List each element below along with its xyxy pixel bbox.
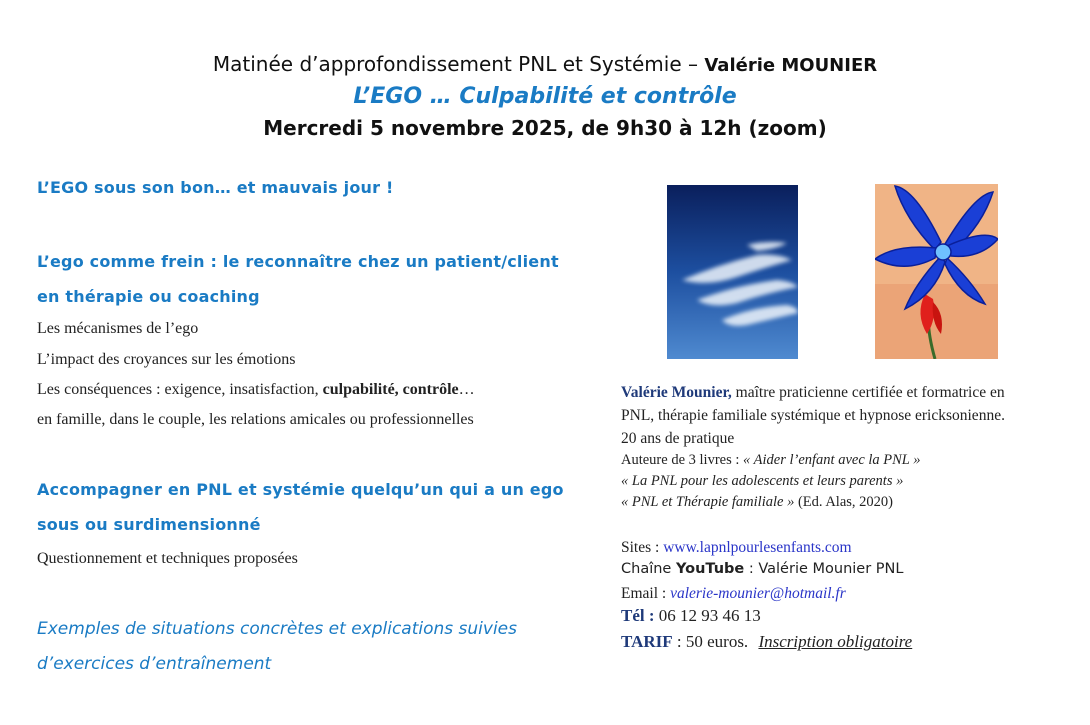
- tel-line: [621, 606, 761, 626]
- bio-line1: [621, 382, 1081, 404]
- tarif-value: : 50 euros.: [676, 632, 749, 651]
- section1-heading: L’EGO sous son bon… et mauvais jour !: [37, 178, 394, 197]
- email-line: [621, 583, 846, 605]
- section3-item: Questionnement et techniques proposées: [37, 550, 298, 567]
- item3-prefix: Les conséquences : exigence, insatisfaction,: [37, 381, 319, 398]
- section2-item-1: Les mécanismes de l’ego: [37, 320, 199, 337]
- books-line1: [621, 452, 921, 469]
- sites-line: [621, 537, 852, 559]
- youtube-bold: YouTube: [675, 561, 745, 577]
- bio-line3: 20 ans de pratique: [621, 430, 735, 447]
- tarif-label: TARIF: [621, 632, 673, 651]
- bio-text1: maître praticienne certifiée et formatrice en: [735, 384, 1005, 401]
- sites-label: Sites :: [621, 539, 660, 556]
- item3-bold: culpabilité, contrôle: [322, 381, 459, 398]
- section2-heading-line2: en thérapie ou coaching: [37, 287, 260, 306]
- section2-item-4: en famille, dans le couple, les relations amicales ou professionnelles: [37, 411, 474, 428]
- bio-line2: PNL, thérapie familiale systémique et hypnose ericksonienne.: [621, 407, 1005, 424]
- books-label: Auteure de 3 livres :: [621, 452, 740, 468]
- bio-name: Valérie Mounier,: [621, 384, 732, 401]
- books-line2: [621, 473, 903, 490]
- book-3: « PNL et Thérapie familiale »: [621, 494, 795, 510]
- tel-value: 06 12 93 46 13: [658, 606, 761, 625]
- book-2: « La PNL pour les adolescents et leurs parents »: [621, 473, 904, 489]
- section4-line1: Exemples de situations concrètes et explications suivies: [37, 619, 518, 639]
- tel-label: Tél :: [621, 606, 655, 625]
- header-line1: [0, 52, 1090, 76]
- event-date: Mercredi 5 novembre 2025, de 9h30 à 12h (zoom): [263, 116, 827, 140]
- flower-painting-image: [875, 184, 998, 359]
- email-label: Email :: [621, 585, 667, 602]
- section2-item-3: [37, 381, 475, 399]
- tarif-line: [621, 632, 912, 652]
- section3-heading-line2: sous ou surdimensionné: [37, 515, 261, 534]
- book-1: « Aider l’enfant avec la PNL »: [743, 452, 921, 468]
- youtube-prefix: Chaîne: [621, 561, 672, 577]
- header-author: Valérie MOUNIER: [704, 55, 878, 76]
- section2-item-2: L’impact des croyances sur les émotions: [37, 351, 296, 368]
- section2-heading-line1: L’ego comme frein : le reconnaître chez un patient/client: [37, 252, 559, 271]
- youtube-line: [621, 561, 903, 577]
- email-link[interactable]: valerie-mounier@hotmail.fr: [670, 585, 846, 602]
- section4-line2: d’exercices d’entraînement: [37, 654, 272, 674]
- page-title: L’EGO … Culpabilité et contrôle: [353, 84, 737, 109]
- inscription-note: Inscription obligatoire: [758, 632, 913, 651]
- book-3-suffix: (Ed. Alas, 2020): [797, 494, 893, 510]
- header-event: Matinée d’approfondissement PNL et Systémie –: [212, 52, 698, 76]
- sites-link[interactable]: www.lapnlpourlesenfants.com: [663, 539, 852, 556]
- sky-clouds-image: [667, 185, 798, 359]
- section3-heading-line1: Accompagner en PNL et systémie quelqu’un qui a un ego: [37, 480, 564, 499]
- books-line3: [621, 494, 893, 511]
- item3-suffix: …: [458, 381, 475, 398]
- youtube-suffix: : Valérie Mounier PNL: [748, 561, 904, 577]
